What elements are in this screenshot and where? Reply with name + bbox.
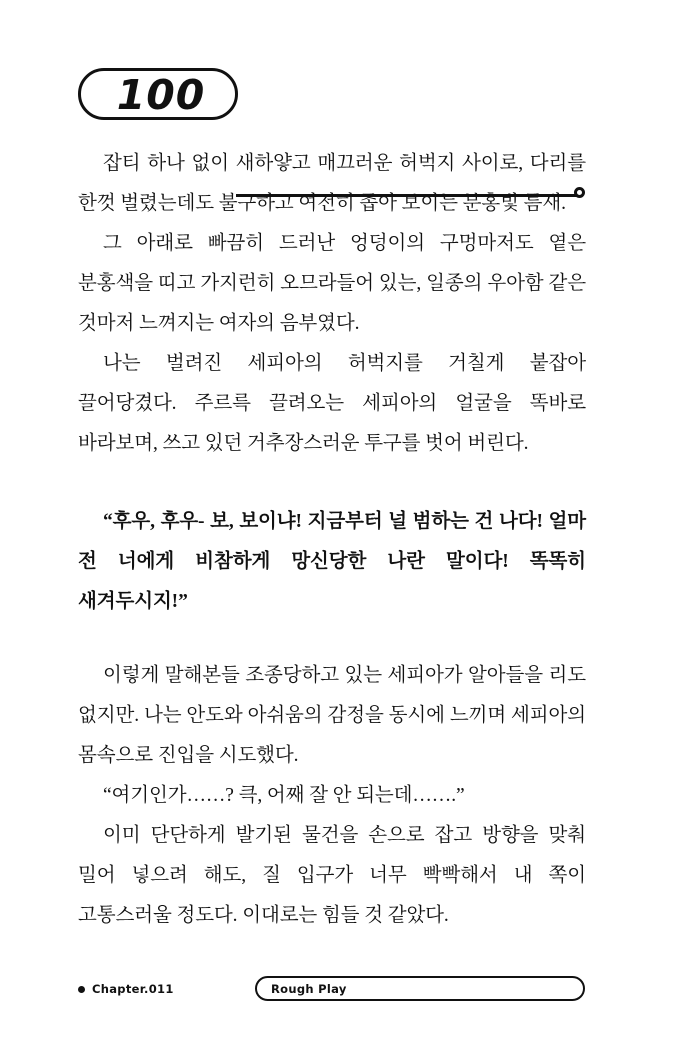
footer-chapter-label: Chapter.011 <box>92 982 174 996</box>
bullet-icon <box>78 986 85 993</box>
paragraph: 그 아래로 빠끔히 드러난 엉덩이의 구멍마저도 옅은 분홍색을 띠고 가지런히 오므라들어 있는, 일종의 우아함 같은 것마저 느껴지는 여자의 음부였다. <box>78 233 586 334</box>
paragraph: “여기인가……? 큭, 어째 잘 안 되는데…….” <box>103 785 465 806</box>
page-number-badge <box>78 68 238 120</box>
page-footer <box>0 978 673 1008</box>
paragraph: 나는 벌려진 세피아의 허벅지를 거칠게 붙잡아 끌어당겼다. 주르륵 끌려오는 세피아의 얼굴을 똑바로 바라보며, 쓰고 있던 거추장스러운 투구를 벗어 버린다. <box>78 353 586 454</box>
footer-title: Rough Play <box>271 982 347 996</box>
paragraph: 이미 단단하게 발기된 물건을 손으로 잡고 방향을 맞춰 밀어 넣으려 해도, 질 입구가 너무 빡빡해서 내 쪽이 고통스러울 정도다. 이대로는 힘들 것 같았다. <box>78 825 586 926</box>
paragraph: 이렇게 말해본들 조종당하고 있는 세피아가 알아들을 리도 없지만. 나는 안도와 아쉬움의 감정을 동시에 느끼며 세피아의 몸속으로 진입을 시도했다. <box>78 665 586 766</box>
paragraph-spacer <box>78 464 586 502</box>
paragraph-spacer <box>78 622 586 656</box>
body-text <box>78 144 586 936</box>
paragraph: 잡티 하나 없이 새하얗고 매끄러운 허벅지 사이로, 다리를 한껏 벌렸는데도 불구하고 여전히 좁아 보이는 분홍빛 틈새. <box>78 153 586 214</box>
footer-title-box <box>255 976 585 1001</box>
page-header <box>0 68 673 138</box>
dialogue-paragraph: “후우, 후우- 보, 보이냐! 지금부터 널 범하는 건 나다! 얼마 전 너에게 비참하게 망신당한 나란 말이다! 똑똑히 새겨두시지!” <box>78 511 586 612</box>
page-number: 100 <box>116 71 206 119</box>
footer-chapter <box>78 978 174 1000</box>
